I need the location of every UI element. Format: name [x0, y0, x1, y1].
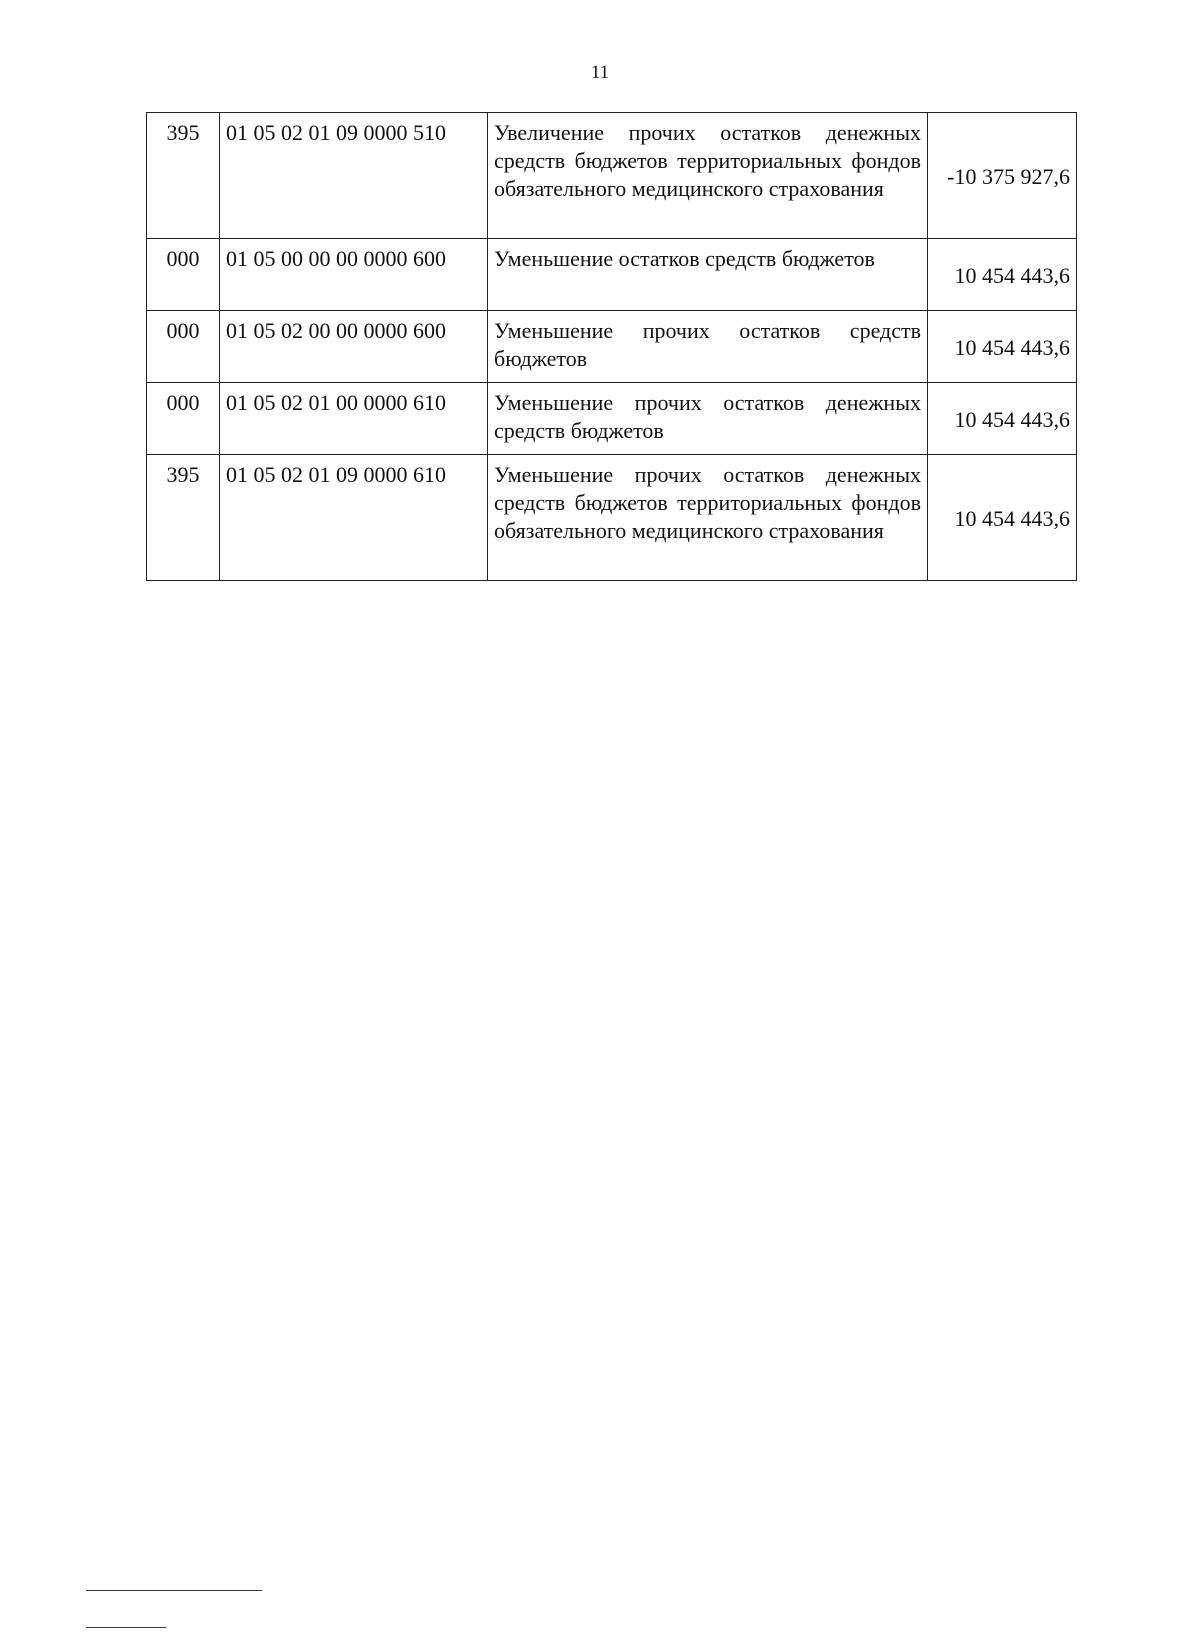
page-number: 11 — [590, 62, 610, 83]
item-name-cell: Уменьшение прочих остатков средств бюджетов — [488, 311, 928, 383]
budget-sources-table — [146, 112, 1077, 581]
admin-code-cell: 395 — [147, 455, 220, 581]
table-row — [147, 383, 1077, 455]
amount-cell: 10 454 443,6 — [928, 383, 1077, 455]
budget-code-cell: 01 05 02 00 00 0000 600 — [220, 311, 488, 383]
amount-cell: 10 454 443,6 — [928, 455, 1077, 581]
item-name-cell: Уменьшение прочих остатков денежных средств бюджетов территориальных фондов обязательного медицинского страхования — [488, 455, 928, 581]
item-name-cell: Уменьшение прочих остатков денежных средств бюджетов — [488, 383, 928, 455]
item-name-cell: Уменьшение остатков средств бюджетов — [488, 239, 928, 311]
admin-code-cell: 000 — [147, 383, 220, 455]
footnote-separator-line — [86, 1590, 262, 1591]
table-row — [147, 311, 1077, 383]
budget-code-cell: 01 05 02 01 09 0000 610 — [220, 455, 488, 581]
budget-code-cell: 01 05 02 01 00 0000 610 — [220, 383, 488, 455]
amount-cell: 10 454 443,6 — [928, 311, 1077, 383]
footnote-separator-line — [86, 1627, 166, 1628]
budget-code-cell: 01 05 00 00 00 0000 600 — [220, 239, 488, 311]
table-row — [147, 113, 1077, 239]
table-row — [147, 455, 1077, 581]
admin-code-cell: 000 — [147, 311, 220, 383]
item-name-cell: Увеличение прочих остатков денежных средств бюджетов территориальных фондов обязательного медицинского страхования — [488, 113, 928, 239]
amount-cell: -10 375 927,6 — [928, 113, 1077, 239]
admin-code-cell: 395 — [147, 113, 220, 239]
budget-code-cell: 01 05 02 01 09 0000 510 — [220, 113, 488, 239]
amount-cell: 10 454 443,6 — [928, 239, 1077, 311]
admin-code-cell: 000 — [147, 239, 220, 311]
table-row — [147, 239, 1077, 311]
